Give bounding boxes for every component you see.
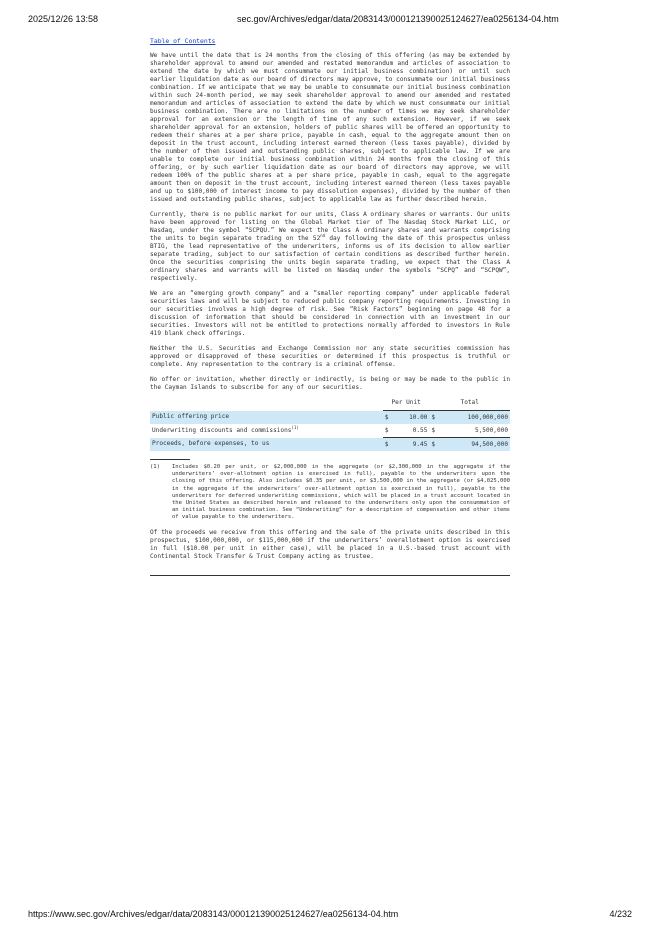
paragraph-trust-account: Of the proceeds we receive from this offering and the sale of the private units described in this prospectus, $100,000,000, or $115,000,000 if the underwriters’ overallotment option is exercised in full ($10.00 per unit in either case), will be placed in a U.S.-based trust account with Continental Stock Transfer & Trust Company acting as trustee. [150, 528, 510, 560]
paragraph-emerging-growth-company: We are an “emerging growth company” and a “smaller reporting company” under applicable federal securities laws and will be subject to reduced public company reporting requirements. Investing in our securities involves a high degree of risk. See “Risk Factors” beginning on page 48 for a discussion of information that should be considered in connection with an investment in our securities. Investors will not be entitled to protections normally afforded to investors in Rule 419 blank check offerings. [150, 290, 510, 337]
paragraph-business-combination-deadline: We have until the date that is 24 months from the closing of this offering (as may be extended by shareholder approval to amend our amended and restated memorandum and articles of association to extend the date by which we must consummate our initial business combination) or until such earlier liquidation date as our board of directors may approve, to consummate our initial business combination. If we anticipate that we may be unable to consummate our initial business combination within such 24-month period, we may seek shareholder approval to amend our amended and restated memorandum and articles of association to extend the date by which we must consummate our initial business combination. There are no limitations on the number of times we may seek shareholder approval for an extension or the length of time of any such extension. However, if we seek shareholder approval for an extension, holders of public shares will be offered an opportunity to redeem their shares at a per share price, payable in cash, equal to the aggregate amount then on deposit in the trust account, including interest earned thereon (less taxes payable), divided by the number of then issued and outstanding public shares, subject to applicable law. If we are unable to complete our initial business combination within 24 months from the closing of this offering, or by such earlier liquidation date as our board of directors may approve, we will redeem 100% of the public shares at a per share price, payable in cash, equal to the aggregate amount then on deposit in the trust account, including interest earned thereon (less taxes payable and up to $100,000 of interest income to pay dissolution expenses), divided by the number of then issued and outstanding public shares, subject to applicable law as further described herein. [150, 52, 510, 203]
footnote-reference: (1) [291, 424, 299, 430]
currency-symbol: $ [429, 438, 441, 452]
table-row [150, 438, 510, 452]
table-row [150, 411, 510, 425]
footnote-text: Includes $0.20 per unit, or $2,000,000 in the aggregate (or $2,300,000 in the aggregate if the underwriters’ over-allotment option is exercised in full), payable to the underwriters upon the closing of this offering. Also includes $0.35 per unit, or $3,500,000 in the aggregate (or $4,025,000 in the aggregate if the underwriters’ over-allotment option is exercised in full), payable to the underwriters for deferred underwriting commissions, which will be placed in a trust account located in the United States as described herein and released to the underwriters only upon the consummation of an initial business combination. See “Underwriting” for a description of compensation and other items of value payable to the underwriters. [172, 464, 510, 521]
currency-symbol: $ [383, 438, 395, 452]
table-row [150, 424, 510, 438]
footnote-divider [150, 459, 190, 460]
paragraph-sec-disclaimer: Neither the U.S. Securities and Exchange Commission nor any state securities commission has approved or disapproved of these securities or determined if this prospectus is truthful or complete. Any representation to the contrary is a criminal offense. [150, 345, 510, 368]
total-value: 100,000,000 [441, 411, 510, 425]
currency-symbol: $ [431, 426, 436, 434]
column-header-total: Total [429, 399, 510, 411]
footnote [150, 464, 510, 522]
document-body [150, 37, 510, 576]
paragraph-cayman-islands: No offer or invitation, whether directly or indirectly, is being or may be made to the public in the Cayman Islands to subscribe for any of our securities. [150, 376, 510, 391]
currency-symbol: $ [429, 411, 441, 425]
browser-print-footer [28, 909, 632, 921]
row-label: Public offering price [150, 411, 383, 425]
total-value: 94,500,000 [441, 438, 510, 452]
row-label-with-footnote: Underwriting discounts and commissions$^{(1)}$ [152, 424, 299, 434]
table-of-contents-link[interactable]: Table of Contents [150, 37, 216, 45]
page-end-divider [150, 575, 510, 576]
paragraph-market-listing: Currently, there is no public market for our units, Class A ordinary shares or warrants. Our units have been approved for listing on the Global Market tier of The Nasdaq Stock Market LLC, or Nasdaq, under the symbol “SCPQU.” We expect the Class A ordinary shares and warrants comprising the units to begin separate trading on the 52nd day following the date of this prospectus unless BTIG, the lead representative of the underwriters, informs us of its decision to allow earlier separate trading, subject to our satisfaction of certain conditions as described further herein. Once the securities comprising the units begin separate trading, we expect that the Class A ordinary shares and warrants will be listed on Nasdaq under the symbols “SCPQ” and “SCPQW”, respectively. [150, 211, 510, 282]
per-unit-value: 9.45 [395, 438, 430, 452]
print-timestamp: 2025/12/26 13:58 [28, 14, 99, 24]
offering-table [150, 399, 510, 451]
per-unit-value: 0.55 [412, 426, 428, 434]
currency-symbol: $ [383, 411, 395, 425]
currency-symbol: $ [384, 426, 389, 434]
per-unit-value: 10.00 [395, 411, 430, 425]
print-page-number: 4/232 [609, 909, 632, 919]
row-label: Proceeds, before expenses, to us [150, 438, 383, 452]
browser-print-header [28, 14, 634, 26]
column-header-per-unit: Per Unit [383, 399, 430, 411]
print-page-title: sec.gov/Archives/edgar/data/2083143/000121390025124627/ea0256134-04.htm [237, 14, 559, 24]
print-footer-url: https://www.sec.gov/Archives/edgar/data/2083143/000121390025124627/ea0256134-04.htm [28, 909, 399, 919]
footnote-marker: (1) [150, 464, 160, 470]
total-value: 5,500,000 [474, 426, 508, 434]
